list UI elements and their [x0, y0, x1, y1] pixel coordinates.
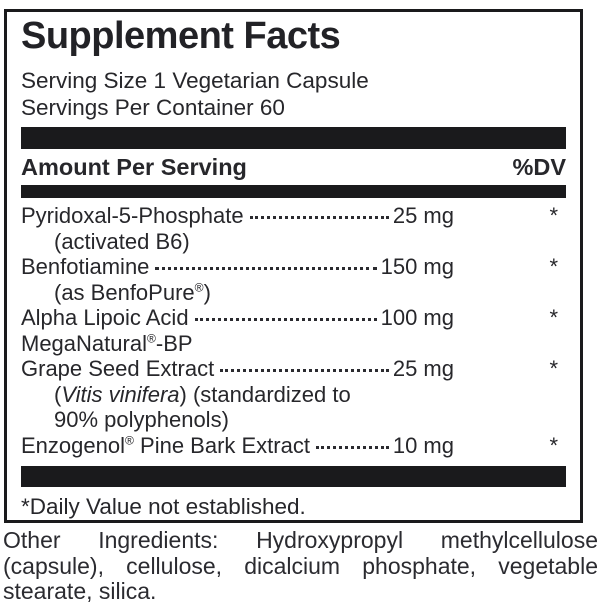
ingredient-subline-latin: (Vitis vinifera) (standardized to — [54, 381, 351, 407]
ingredient-row-enzogenol — [21, 433, 566, 459]
supplement-facts-panel — [4, 9, 583, 523]
ingredient-name: Alpha Lipoic Acid — [21, 305, 189, 330]
dv-footnote: *Daily Value not established. — [21, 494, 306, 519]
serving-size: Serving Size 1 Vegetarian Capsule — [21, 68, 369, 93]
ingredient-subline: (as BenfoPure®) — [54, 279, 211, 305]
divider-bar-header — [21, 185, 566, 198]
percent-dv-header: %DV — [512, 154, 566, 180]
column-header-row — [21, 149, 566, 185]
ingredient-name: MegaNatural®-BP — [21, 330, 193, 356]
ingredient-dv: * — [549, 305, 558, 330]
ingredient-amount: 100 mg — [380, 305, 454, 330]
ingredient-amount: 25 mg — [392, 203, 454, 228]
ingredient-subline: (activated B6) — [54, 228, 190, 254]
ingredient-row-grape-seed-extract — [21, 356, 566, 382]
ingredient-row-benfotiamine — [21, 254, 566, 280]
ingredient-row-pyridoxal — [21, 203, 566, 229]
ingredient-dv: * — [549, 432, 558, 458]
panel-title: Supplement Facts — [21, 15, 341, 57]
divider-bar-bottom — [21, 466, 566, 487]
ingredient-amount: 150 mg — [380, 254, 454, 279]
ingredient-dv: * — [549, 356, 558, 381]
ingredient-name: Grape Seed Extract — [21, 356, 215, 381]
ingredient-name: Benfotiamine — [21, 254, 150, 279]
ingredient-list — [21, 198, 566, 458]
other-ingredients-text: Other Ingredients: Hydroxypropyl methylcellulose (capsule), cellulose, dicalcium phosphate, vegetable stearate, silica. — [3, 527, 598, 604]
ingredient-amount: 25 mg — [392, 356, 454, 381]
dotted-leader — [316, 446, 389, 449]
ingredient-dv: * — [549, 254, 558, 279]
ingredient-row-alpha-lipoic-acid — [21, 305, 566, 331]
servings-per-container: Servings Per Container 60 — [21, 95, 285, 120]
ingredient-row-meganatural-bp — [21, 331, 566, 357]
ingredient-name: Enzogenol® Pine Bark Extract — [21, 432, 310, 458]
ingredient-subline: 90% polyphenols) — [54, 407, 229, 432]
dotted-leader — [155, 267, 376, 270]
ingredient-dv: * — [549, 203, 558, 228]
dotted-leader — [195, 318, 377, 321]
dotted-leader — [250, 216, 389, 219]
amount-per-serving-header: Amount Per Serving — [21, 154, 247, 180]
divider-bar-top — [21, 127, 566, 149]
dotted-leader — [220, 369, 389, 372]
ingredient-amount: 10 mg — [392, 432, 454, 458]
ingredient-name: Pyridoxal-5-Phosphate — [21, 203, 244, 228]
